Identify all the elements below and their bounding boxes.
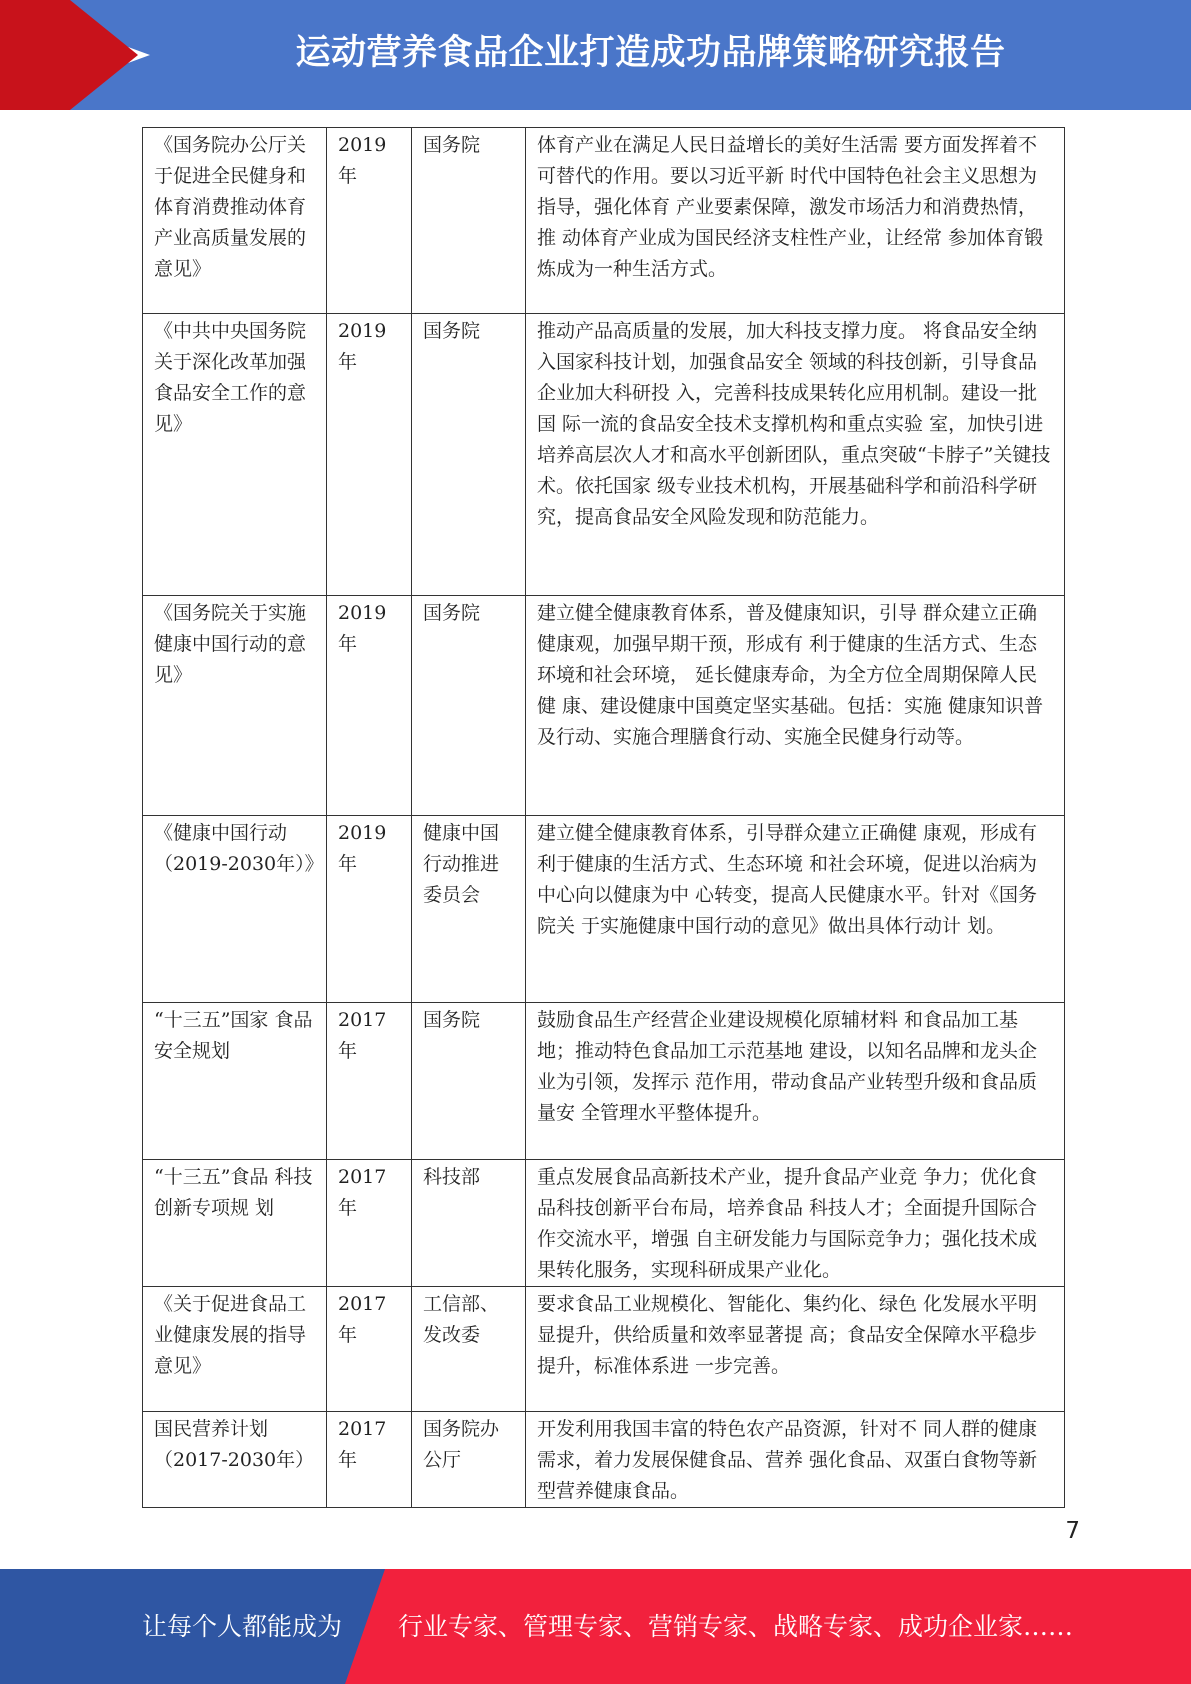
policy-name: 《国务院办公厅关于促进全民健身和体育消费推动体育产业高质量发展的意见》	[143, 128, 327, 314]
table-row	[143, 1003, 1065, 1160]
policy-content: 建立健全健康教育体系，引导群众建立正确健 康观，形成有利于健康的生活方式、生态环境 和社会环境，促进以治病为中心向以健康为中 心转变，提高人民健康水平。针对《国务院关 于实施健康中国行动的意见》做出具体行动计 划。	[526, 816, 1065, 1003]
policy-issuer: 科技部	[412, 1160, 526, 1287]
policy-year: 2019年	[327, 128, 412, 314]
policy-year: 2017年	[327, 1003, 412, 1160]
policy-name: 《中共中央国务院关于深化改革加强食品安全工作的意见》	[143, 314, 327, 596]
policy-issuer: 国务院	[412, 596, 526, 816]
table-row	[143, 596, 1065, 816]
policy-issuer: 国务院办公厅	[412, 1412, 526, 1508]
page-header	[0, 0, 1191, 110]
policy-year: 2017年	[327, 1287, 412, 1412]
policy-content: 鼓励食品生产经营企业建设规模化原辅材料 和食品加工基地；推动特色食品加工示范基地 建设，以知名品牌和龙头企业为引领，发挥示 范作用，带动食品产业转型升级和食品质量安 全管理水平整体提升。	[526, 1003, 1065, 1160]
page-number: 7	[1065, 1518, 1080, 1544]
policy-year: 2017年	[327, 1412, 412, 1508]
policy-content: 建立健全健康教育体系，普及健康知识，引导 群众建立正确健康观，加强早期干预，形成有 利于健康的生活方式、生态环境和社会环境， 延长健康寿命，为全方位全周期保障人民健 康、建设健康中国奠定坚实基础。包括：实施 健康知识普及行动、实施合理膳食行动、实施全民健身行动等。	[526, 596, 1065, 816]
policy-content: 推动产品高质量的发展，加大科技支撑力度。 将食品安全纳入国家科技计划，加强食品安全 领域的科技创新，引导食品企业加大科研投 入，完善科技成果转化应用机制。建设一批国 际一流的食品安全技术支撑机构和重点实验 室，加快引进培养高层次人才和高水平创新团队，重点突破“卡脖子”关键技术。依托国家 级专业技术机构，开展基础科学和前沿科学研 究，提高食品安全风险发现和防范能力。	[526, 314, 1065, 596]
policy-name: 国民营养计划（2017-2030年）	[143, 1412, 327, 1508]
policy-content: 要求食品工业规模化、智能化、集约化、绿色 化发展水平明显提升，供给质量和效率显著提 高；食品安全保障水平稳步提升，标准体系进 一步完善。	[526, 1287, 1065, 1412]
policy-issuer: 国务院	[412, 314, 526, 596]
table-row	[143, 1287, 1065, 1412]
policy-content: 重点发展食品高新技术产业，提升食品产业竞 争力；优化食品科技创新平台布局，培养食品 科技人才；全面提升国际合作交流水平，增强 自主研发能力与国际竞争力；强化技术成果转化服务，实现科研成果产业化。	[526, 1160, 1065, 1287]
footer-slogan-left: 让每个人都能成为	[142, 1612, 343, 1641]
footer-slogan-right: 行业专家、管理专家、营销专家、战略专家、成功企业家……	[398, 1612, 1074, 1641]
table-row	[143, 314, 1065, 596]
header-red-chevron	[70, 0, 138, 110]
policy-content: 开发利用我国丰富的特色农产品资源，针对不 同人群的健康需求，着力发展保健食品、营养 强化食品、双蛋白食物等新型营养健康食品。	[526, 1412, 1065, 1508]
table-row	[143, 1412, 1065, 1508]
table-row	[143, 128, 1065, 314]
page-footer	[0, 1569, 1191, 1684]
policy-year: 2019年	[327, 596, 412, 816]
table-row	[143, 816, 1065, 1003]
footer-blue-slant	[345, 1569, 385, 1684]
policy-content: 体育产业在满足人民日益增长的美好生活需 要方面发挥着不可替代的作用。要以习近平新 时代中国特色社会主义思想为指导，强化体育 产业要素保障，激发市场活力和消费热情，推 动体育产业成为国民经济支柱性产业，让经常 参加体育锻炼成为一种生活方式。	[526, 128, 1065, 314]
policy-issuer: 国务院	[412, 1003, 526, 1160]
report-title: 运动营养食品企业打造成功品牌策略研究报告	[295, 33, 1006, 73]
policy-table-container	[142, 127, 1064, 1508]
table-row	[143, 1160, 1065, 1287]
policy-issuer: 健康中国行动推进委员会	[412, 816, 526, 1003]
policy-name: “十三五”国家 食品安全规划	[143, 1003, 327, 1160]
policy-table	[142, 127, 1065, 1508]
policy-name: 《国务院关于实施健康中国行动的意见》	[143, 596, 327, 816]
policy-issuer: 工信部、发改委	[412, 1287, 526, 1412]
policy-name: “十三五”食品 科技创新专项规 划	[143, 1160, 327, 1287]
policy-issuer: 国务院	[412, 128, 526, 314]
policy-name: 《健康中国行动（2019-2030年）》	[143, 816, 327, 1003]
policy-year: 2019年	[327, 816, 412, 1003]
header-red-block	[0, 0, 70, 110]
policy-name: 《关于促进食品工业健康发展的指导意见》	[143, 1287, 327, 1412]
policy-year: 2017年	[327, 1160, 412, 1287]
policy-year: 2019年	[327, 314, 412, 596]
